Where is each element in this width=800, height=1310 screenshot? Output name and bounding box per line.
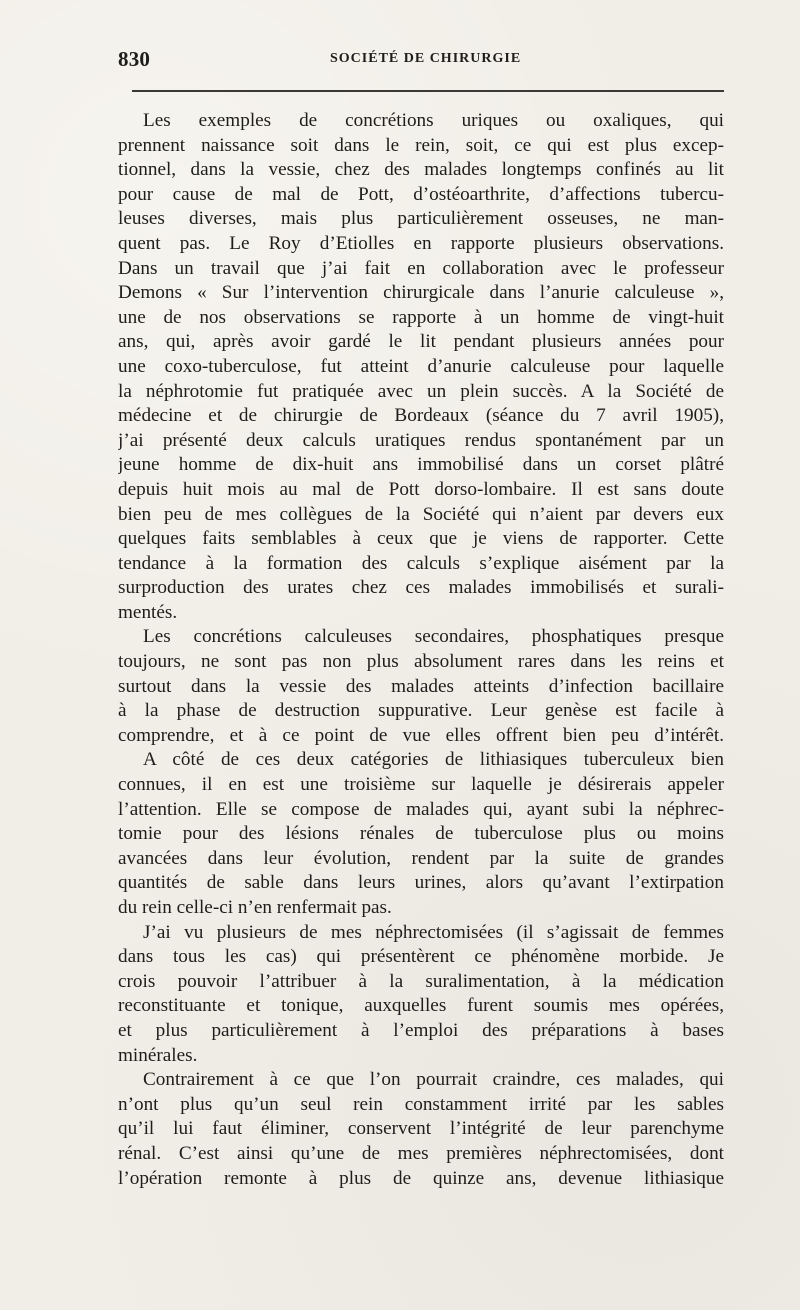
text-line: toujours, ne sont pas non plus absolument rares dans les reins et (118, 651, 724, 673)
text-line: l’opération remonte à plus de quinze ans, devenue lithiasique (118, 1167, 724, 1189)
text-line: tendance à la formation des calculs s’explique aisément par la (118, 552, 724, 574)
text-line: du rein celle-ci n’en renfermait pas. (118, 897, 392, 918)
text-line: une coxo-tuberculose, fut atteint d’anurie calculeuse pour laquelle (118, 355, 724, 377)
text-line: leuses diverses, mais plus particulièrement osseuses, ne man- (118, 208, 724, 230)
running-title: SOCIÉTÉ DE CHIRURGIE (330, 51, 522, 66)
text-line: à la phase de destruction suppurative. Leur genèse est facile à (118, 700, 724, 722)
text-line: surtout dans la vessie des malades atteints d’infection bacillaire (118, 675, 724, 697)
text-line: j’ai présenté deux calculs uratiques rendus spontanément par un (118, 429, 724, 451)
text-line: Contrairement à ce que l’on pourrait craindre, ces malades, qui (143, 1069, 724, 1091)
text-line: quent pas. Le Roy d’Etiolles en rapporte plusieurs observations. (118, 232, 724, 254)
text-line: comprendre, et à ce point de vue elles offrent bien peu d’intérêt. (118, 724, 724, 746)
text-line: depuis huit mois au mal de Pott dorso-lombaire. Il est sans doute (118, 478, 724, 500)
text-line: Demons « Sur l’intervention chirurgicale dans l’anurie calculeuse », (118, 282, 724, 304)
text-line: qu’il lui faut éliminer, conservent l’intégrité de leur parenchyme (118, 1118, 724, 1140)
text-line: avancées dans leur évolution, rendent par la suite de grandes (118, 847, 724, 869)
page-header (118, 47, 724, 77)
text-line: crois pouvoir l’attribuer à la suralimentation, à la médication (118, 970, 724, 992)
text-line: connues, il en est une troisième sur laquelle je désirerais appeler (118, 774, 724, 796)
text-line: une de nos observations se rapporte à un homme de vingt-huit (118, 306, 724, 328)
text-line: tionnel, dans la vessie, chez des malades longtemps confinés au lit (118, 159, 724, 181)
body-text (118, 109, 724, 1191)
text-line: ans, qui, après avoir gardé le lit pendant plusieurs années pour (118, 331, 724, 353)
text-line: surproduction des urates chez ces malades immobilisés et surali- (118, 577, 724, 599)
text-line: A côté de ces deux catégories de lithiasiques tuberculeux bien (143, 749, 724, 771)
text-line: rénal. C’est ainsi qu’une de mes premières néphrectomisées, dont (118, 1142, 724, 1164)
text-line: mentés. (118, 601, 178, 623)
page-number: 830 (118, 47, 151, 71)
text-line: J’ai vu plusieurs de mes néphrectomisées (il s’agissait de femmes (143, 921, 724, 943)
text-line: minérales. (118, 1044, 198, 1066)
text-line: quantités de sable dans leurs urines, alors qu’avant l’extirpation (118, 872, 724, 894)
text-line: quelques faits semblables à ceux que je viens de rapporter. Cette (118, 528, 724, 550)
text-line: Les concrétions calculeuses secondaires, phosphatiques presque (143, 626, 724, 648)
text-line: n’ont plus qu’un seul rein constamment irrité par les sables (118, 1093, 724, 1115)
text-line: bien peu de mes collègues de la Société qui n’aient par devers eux (118, 503, 724, 525)
text-line: pour cause de mal de Pott, d’ostéoarthrite, d’affections tubercu- (118, 183, 724, 205)
text-line: médecine et de chirurgie de Bordeaux (séance du 7 avril 1905), (118, 405, 724, 427)
text-line: dans tous les cas) qui présentèrent ce phénomène morbide. Je (118, 946, 724, 968)
text-line: Les exemples de concrétions uriques ou oxaliques, qui (143, 110, 724, 131)
text-line: tomie pour des lésions rénales de tuberculose plus ou moins (118, 823, 724, 845)
text-line: jeune homme de dix-huit ans immobilisé dans un corset plâtré (118, 454, 724, 476)
text-line: la néphrotomie fut pratiquée avec un plein succès. A la Société de (118, 380, 724, 402)
header-rule (132, 90, 724, 92)
text-line: l’attention. Elle se compose de malades qui, ayant subi la néphrec- (118, 798, 724, 820)
text-line: Dans un travail que j’ai fait en collaboration avec le professeur (118, 257, 724, 279)
text-line: reconstituante et tonique, auxquelles furent soumis mes opérées, (118, 995, 724, 1017)
text-line: et plus particulièrement à l’emploi des préparations à bases (118, 1019, 724, 1041)
text-line: prennent naissance soit dans le rein, soit, ce qui est plus excep- (118, 134, 724, 156)
